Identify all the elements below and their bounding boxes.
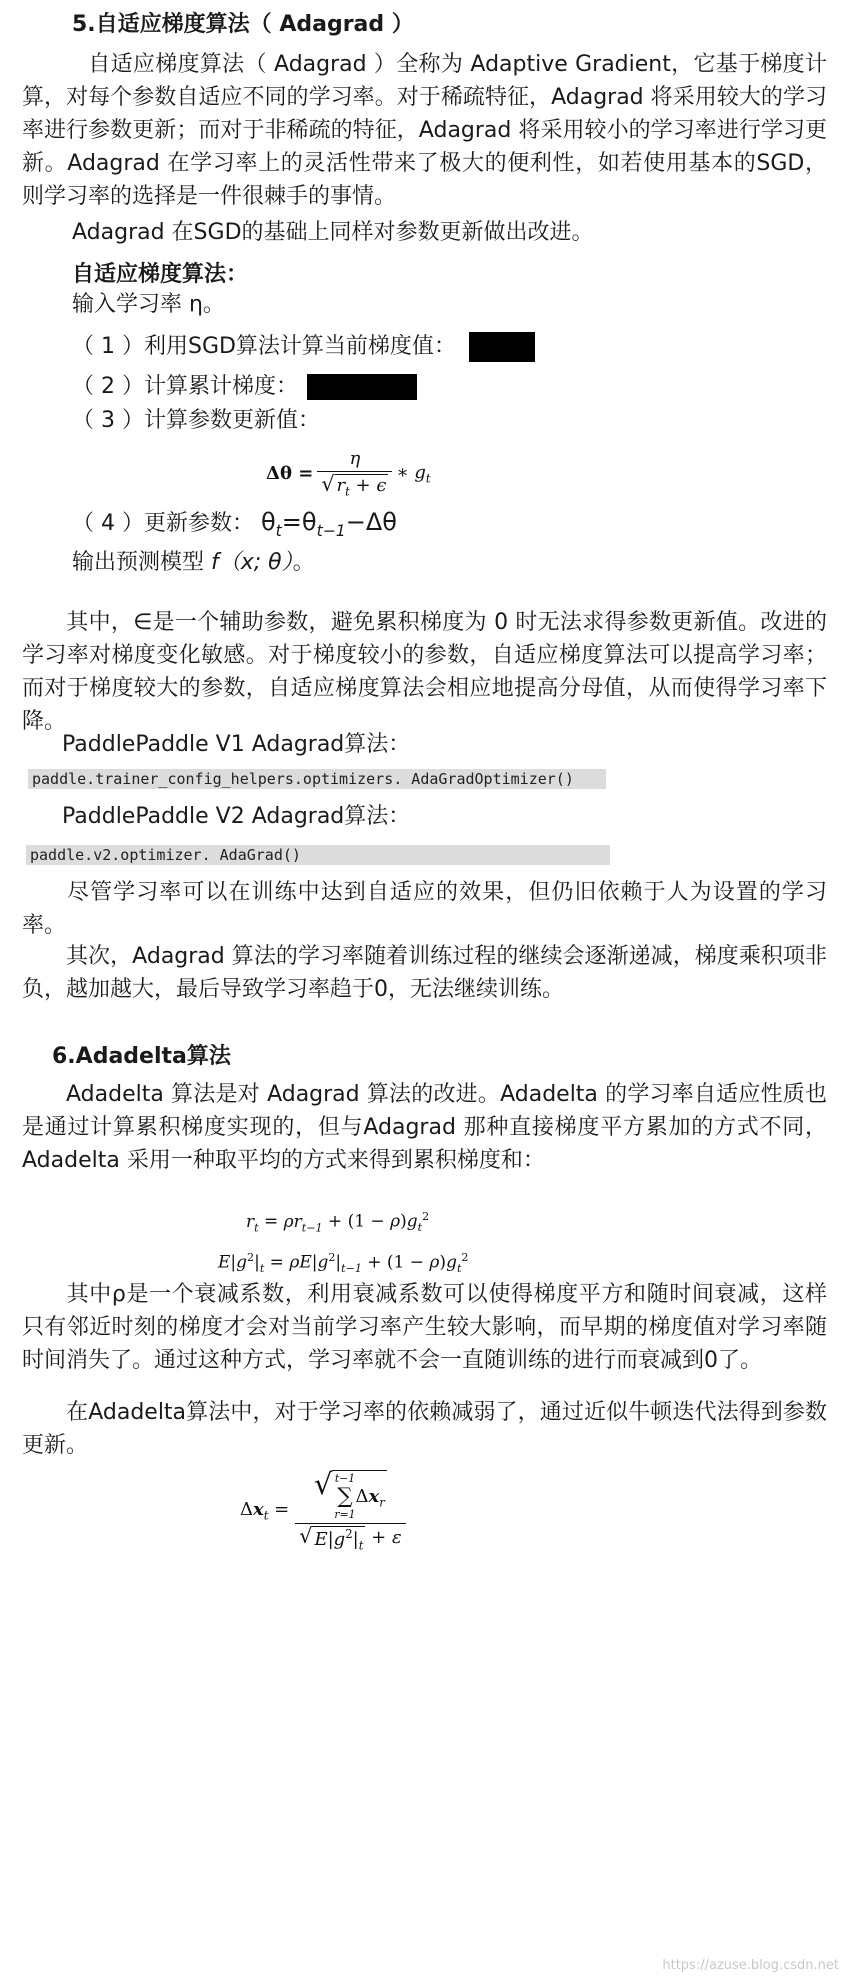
paragraph-text: 在Adadelta算法中，对于学习率的依赖减弱了，通过近似牛顿迭代法得到参数更新。 <box>22 1400 827 1458</box>
equals-theta: =θ <box>281 508 317 536</box>
den-var: r <box>336 475 346 496</box>
paddle-v1-label: PaddlePaddle V1 Adagrad算法： <box>62 732 411 757</box>
formula-expectation: $E|g^2|_t = \rho E|g^2|_{t-1} + (1 - \rho)g_t^2$ <box>218 1251 469 1276</box>
watermark: https://azuse.blog.csdn.net <box>662 1958 839 1973</box>
paddle-v1-code: paddle.trainer_config_helpers.optimizers. AdaGradOptimizer() <box>28 769 606 789</box>
formula-delta-x-lhs: $\Delta x_t$ = <box>240 1499 290 1523</box>
tail-text: ∗ g <box>396 461 426 483</box>
paragraph-adadelta-newton <box>22 1396 827 1462</box>
formula-fraction <box>317 448 392 499</box>
algorithm-step-3: （ 3 ）计算参数更新值： <box>72 408 320 433</box>
paragraph-text: 其中ρ是一个衰减系数，利用衰减系数可以使得梯度平方和随时间衰减，这样只有邻近时刻的梯度才会对当前学习率产生较大影响，而早期的梯度值对学习率随时间消失了。通过这种方式，学习率就不会一直随训练的进行而衰减到0了。 <box>22 1282 827 1373</box>
formula-lhs: Δθ = <box>266 462 314 484</box>
algorithm-step-1 <box>72 330 535 363</box>
formula-sqrt <box>321 474 388 499</box>
algorithm-step-2 <box>72 370 417 403</box>
den-rest: + ϵ <box>349 475 387 496</box>
step-2-text: （ 2 ）计算累计梯度： <box>72 374 298 399</box>
paragraph-adadelta-intro <box>22 1078 827 1177</box>
paragraph-text: 尽管学习率可以在训练中达到自适应的效果，但仍旧依赖于人为设置的学习率。 <box>22 880 827 938</box>
paragraph-epsilon-explanation <box>22 606 827 738</box>
sqrt-content <box>335 474 389 499</box>
theta-sub-t: t <box>275 521 282 540</box>
paddle-v2-code: paddle.v2.optimizer. AdaGrad() <box>26 845 610 865</box>
formula-delta-x-numerator: √ t−1 ∑ r=1 $\Delta x_r$ <box>314 1467 385 1521</box>
paragraph-text: 其次，Adagrad 算法的学习率随着训练过程的继续会逐渐递减，梯度乘积项非负，越加越大，最后导致学习率趋于0，无法继续训练。 <box>22 944 827 1002</box>
formula-delta-theta <box>266 448 431 499</box>
formula-r-t: $r_t = \rho r_{t-1} + (1 - \rho)g_t^2$ <box>246 1210 430 1235</box>
paragraph-text: 自适应梯度算法（ Adagrad ）全称为 Adaptive Gradient，它基于梯度计算，对每个参数自适应不同的学习率。对于稀疏特征，Adagrad 将采用较大的学习率进行参数更新；而对于非稀疏的特征，Adagrad 将采用较小的学习率进行学习更新。Adagrad 在学习率上的灵活性带来了极大的便利性，如若使用基本的SGD，则学习率的选择是一件很棘手的事情。 <box>22 52 827 209</box>
den-sub: t <box>345 484 350 499</box>
paragraph-text: 其中，∈是一个辅助参数，避免累积梯度为 0 时无法求得参数更新值。改进的学习率对梯度变化敏感。对于梯度较小的参数，自适应梯度算法可以提高学习率；而对于梯度较大的参数，自适应梯度算法会相应地提高分母值，从而使得学习率下降。 <box>22 610 827 734</box>
algorithm-input: 输入学习率 η。 <box>72 292 225 317</box>
accumulate-formula-image <box>307 374 417 400</box>
theta-sub-t1: t−1 <box>316 521 346 540</box>
paddle-v2-label: PaddlePaddle V2 Adagrad算法： <box>62 804 411 829</box>
paragraph-adagrad-intro <box>22 48 827 213</box>
formula-numerator: η <box>349 448 361 469</box>
formula-adadelta-accumulate <box>218 1202 468 1284</box>
output-end: 。 <box>292 550 315 575</box>
formula-delta-x <box>240 1467 406 1553</box>
section-heading-adadelta: 6.Adadelta算法 <box>52 1044 231 1069</box>
paragraph-text: Adadelta 算法是对 Adagrad 算法的改进。Adadelta 的学习率自适应性质也是通过计算累积梯度实现的，但与Adagrad 那种直接梯度平方累加的方式不同，Adadelta 采用一种取平均的方式来得到累积梯度和： <box>22 1082 827 1173</box>
algorithm-step-4 <box>72 506 397 548</box>
formula-delta-x-denominator: √ $E|g^2|_t$ + ε <box>295 1523 405 1553</box>
output-model: f（x; θ） <box>211 550 293 575</box>
paragraph-rho-explanation <box>22 1278 827 1377</box>
paragraph-adagrad-drawback <box>22 940 827 1006</box>
formula-tail <box>396 462 430 486</box>
sqrt-sign-icon: √ <box>321 472 335 496</box>
paragraph-adagrad-improvement: Adagrad 在SGD的基础上同样对参数更新做出改进。 <box>72 220 594 245</box>
minus-delta-theta: −Δθ <box>345 508 397 536</box>
theta: θ <box>260 508 276 536</box>
step-4-text: （ 4 ）更新参数： <box>72 511 254 536</box>
step-1-text: （ 1 ）利用SGD算法计算当前梯度值： <box>72 334 456 359</box>
formula-delta-x-fraction <box>295 1467 405 1553</box>
output-text: 输出预测模型 <box>72 550 205 575</box>
tail-sub: t <box>425 471 431 486</box>
algorithm-output <box>72 546 315 579</box>
section-heading-adagrad: 5.自适应梯度算法（ Adagrad ） <box>72 12 414 37</box>
formula-denominator <box>317 471 392 499</box>
paragraph-learning-rate-dependence <box>22 876 827 942</box>
algorithm-title: 自适应梯度算法： <box>72 262 249 287</box>
gradient-formula-image <box>469 332 535 362</box>
